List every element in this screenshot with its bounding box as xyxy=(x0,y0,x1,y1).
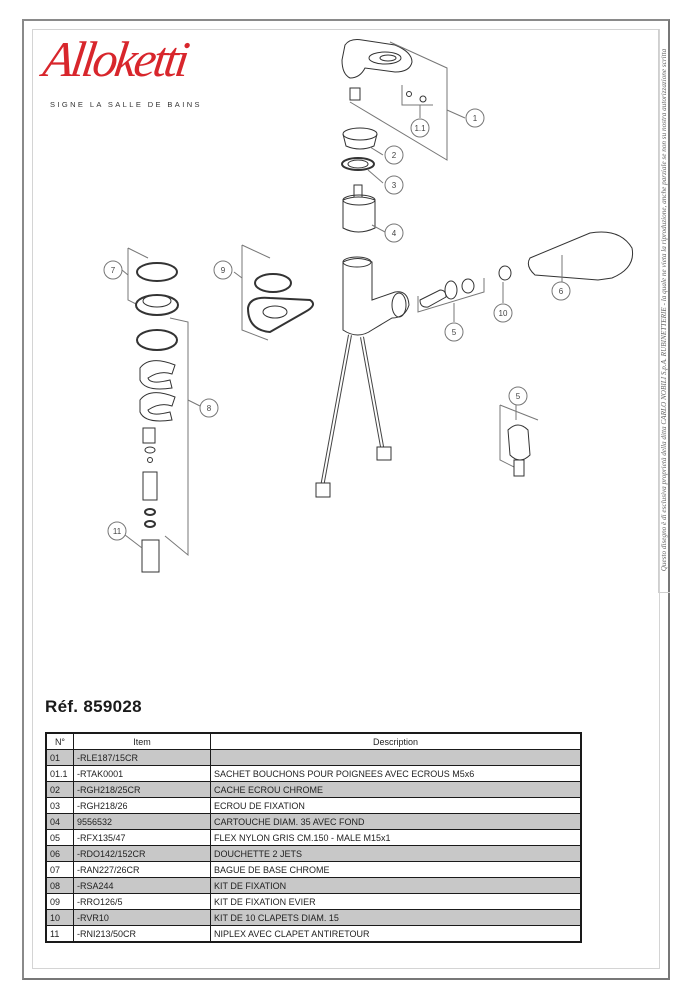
cell-description: KIT DE FIXATION EVIER xyxy=(211,894,582,910)
cell-no: 09 xyxy=(46,894,74,910)
cell-item: -RRO126/5 xyxy=(74,894,211,910)
cell-description: ECROU DE FIXATION xyxy=(211,798,582,814)
callout-1: 1 xyxy=(472,114,478,123)
table-row xyxy=(46,846,581,862)
brand-tagline: SIGNE LA SALLE DE BAINS xyxy=(50,100,202,109)
cell-description xyxy=(211,750,582,766)
parts-table xyxy=(45,732,582,943)
cell-no: 01.1 xyxy=(46,766,74,782)
handle-part-1 xyxy=(342,40,412,78)
table-row xyxy=(46,862,581,878)
cell-item: -RGH218/26 xyxy=(74,798,211,814)
cell-description: SACHET BOUCHONS POUR POIGNEES AVEC ECROUS M5x6 xyxy=(211,766,582,782)
table-row xyxy=(46,926,581,943)
cell-description: CARTOUCHE DIAM. 35 AVEC FOND xyxy=(211,814,582,830)
callout-10: 10 xyxy=(498,309,508,318)
cell-item: -RTAK0001 xyxy=(74,766,211,782)
callout-7: 7 xyxy=(110,266,116,275)
table-header-row xyxy=(46,733,581,750)
table-row xyxy=(46,798,581,814)
cell-no: 03 xyxy=(46,798,74,814)
cell-no: 05 xyxy=(46,830,74,846)
table-row xyxy=(46,750,581,766)
cell-no: 07 xyxy=(46,862,74,878)
table-row xyxy=(46,766,581,782)
table-row xyxy=(46,894,581,910)
cell-description: FLEX NYLON GRIS CM.150 - MALE M15x1 xyxy=(211,830,582,846)
exploded-parts-diagram xyxy=(32,29,658,649)
table-row xyxy=(46,814,581,830)
header-description: Description xyxy=(211,733,582,750)
callout-5b: 5 xyxy=(515,392,521,401)
cell-item: -RAN227/26CR xyxy=(74,862,211,878)
cell-no: 11 xyxy=(46,926,74,943)
cell-no: 01 xyxy=(46,750,74,766)
cell-no: 04 xyxy=(46,814,74,830)
header-item: Item xyxy=(74,733,211,750)
cell-description: BAGUE DE BASE CHROME xyxy=(211,862,582,878)
cell-item: -RVR10 xyxy=(74,910,211,926)
cell-item: -RLE187/15CR xyxy=(74,750,211,766)
table-row xyxy=(46,878,581,894)
copyright-notice: Questo disegno è di esclusiva proprietà della ditta CARLO NOBILI S.p.A. RUBINETTERIE - la quale ne vieta la riproduzione, anche parziale se non su nostra autorizzazione scritta xyxy=(660,48,668,572)
cell-description: CACHE ECROU CHROME xyxy=(211,782,582,798)
header-no: N° xyxy=(46,733,74,750)
cell-item: -RGH218/25CR xyxy=(74,782,211,798)
callout-3: 3 xyxy=(391,181,397,190)
cell-description: NIPLEX AVEC CLAPET ANTIRETOUR xyxy=(211,926,582,943)
cell-item: 9556532 xyxy=(74,814,211,830)
cell-no: 02 xyxy=(46,782,74,798)
cell-no: 08 xyxy=(46,878,74,894)
cell-description: DOUCHETTE 2 JETS xyxy=(211,846,582,862)
cell-item: -RSA244 xyxy=(74,878,211,894)
callout-5: 5 xyxy=(451,328,457,337)
cell-no: 10 xyxy=(46,910,74,926)
table-row xyxy=(46,910,581,926)
callout-6: 6 xyxy=(558,287,564,296)
callout-2: 2 xyxy=(391,151,397,160)
cell-item: -RFX135/47 xyxy=(74,830,211,846)
cell-item: -RDO142/152CR xyxy=(74,846,211,862)
table-row xyxy=(46,782,581,798)
callout-8: 8 xyxy=(206,404,212,413)
cell-description: KIT DE FIXATION xyxy=(211,878,582,894)
reference-title: Réf. 859028 xyxy=(45,697,142,716)
cell-description: KIT DE 10 CLAPETS DIAM. 15 xyxy=(211,910,582,926)
table-row xyxy=(46,830,581,846)
callout-11: 11 xyxy=(112,527,122,536)
callout-1-1: 1.1 xyxy=(414,124,426,133)
cell-item: -RNI213/50CR xyxy=(74,926,211,943)
callout-4: 4 xyxy=(391,229,397,238)
brand-logo-script: Alloketti xyxy=(40,31,191,87)
cell-no: 06 xyxy=(46,846,74,862)
callout-9: 9 xyxy=(220,266,226,275)
